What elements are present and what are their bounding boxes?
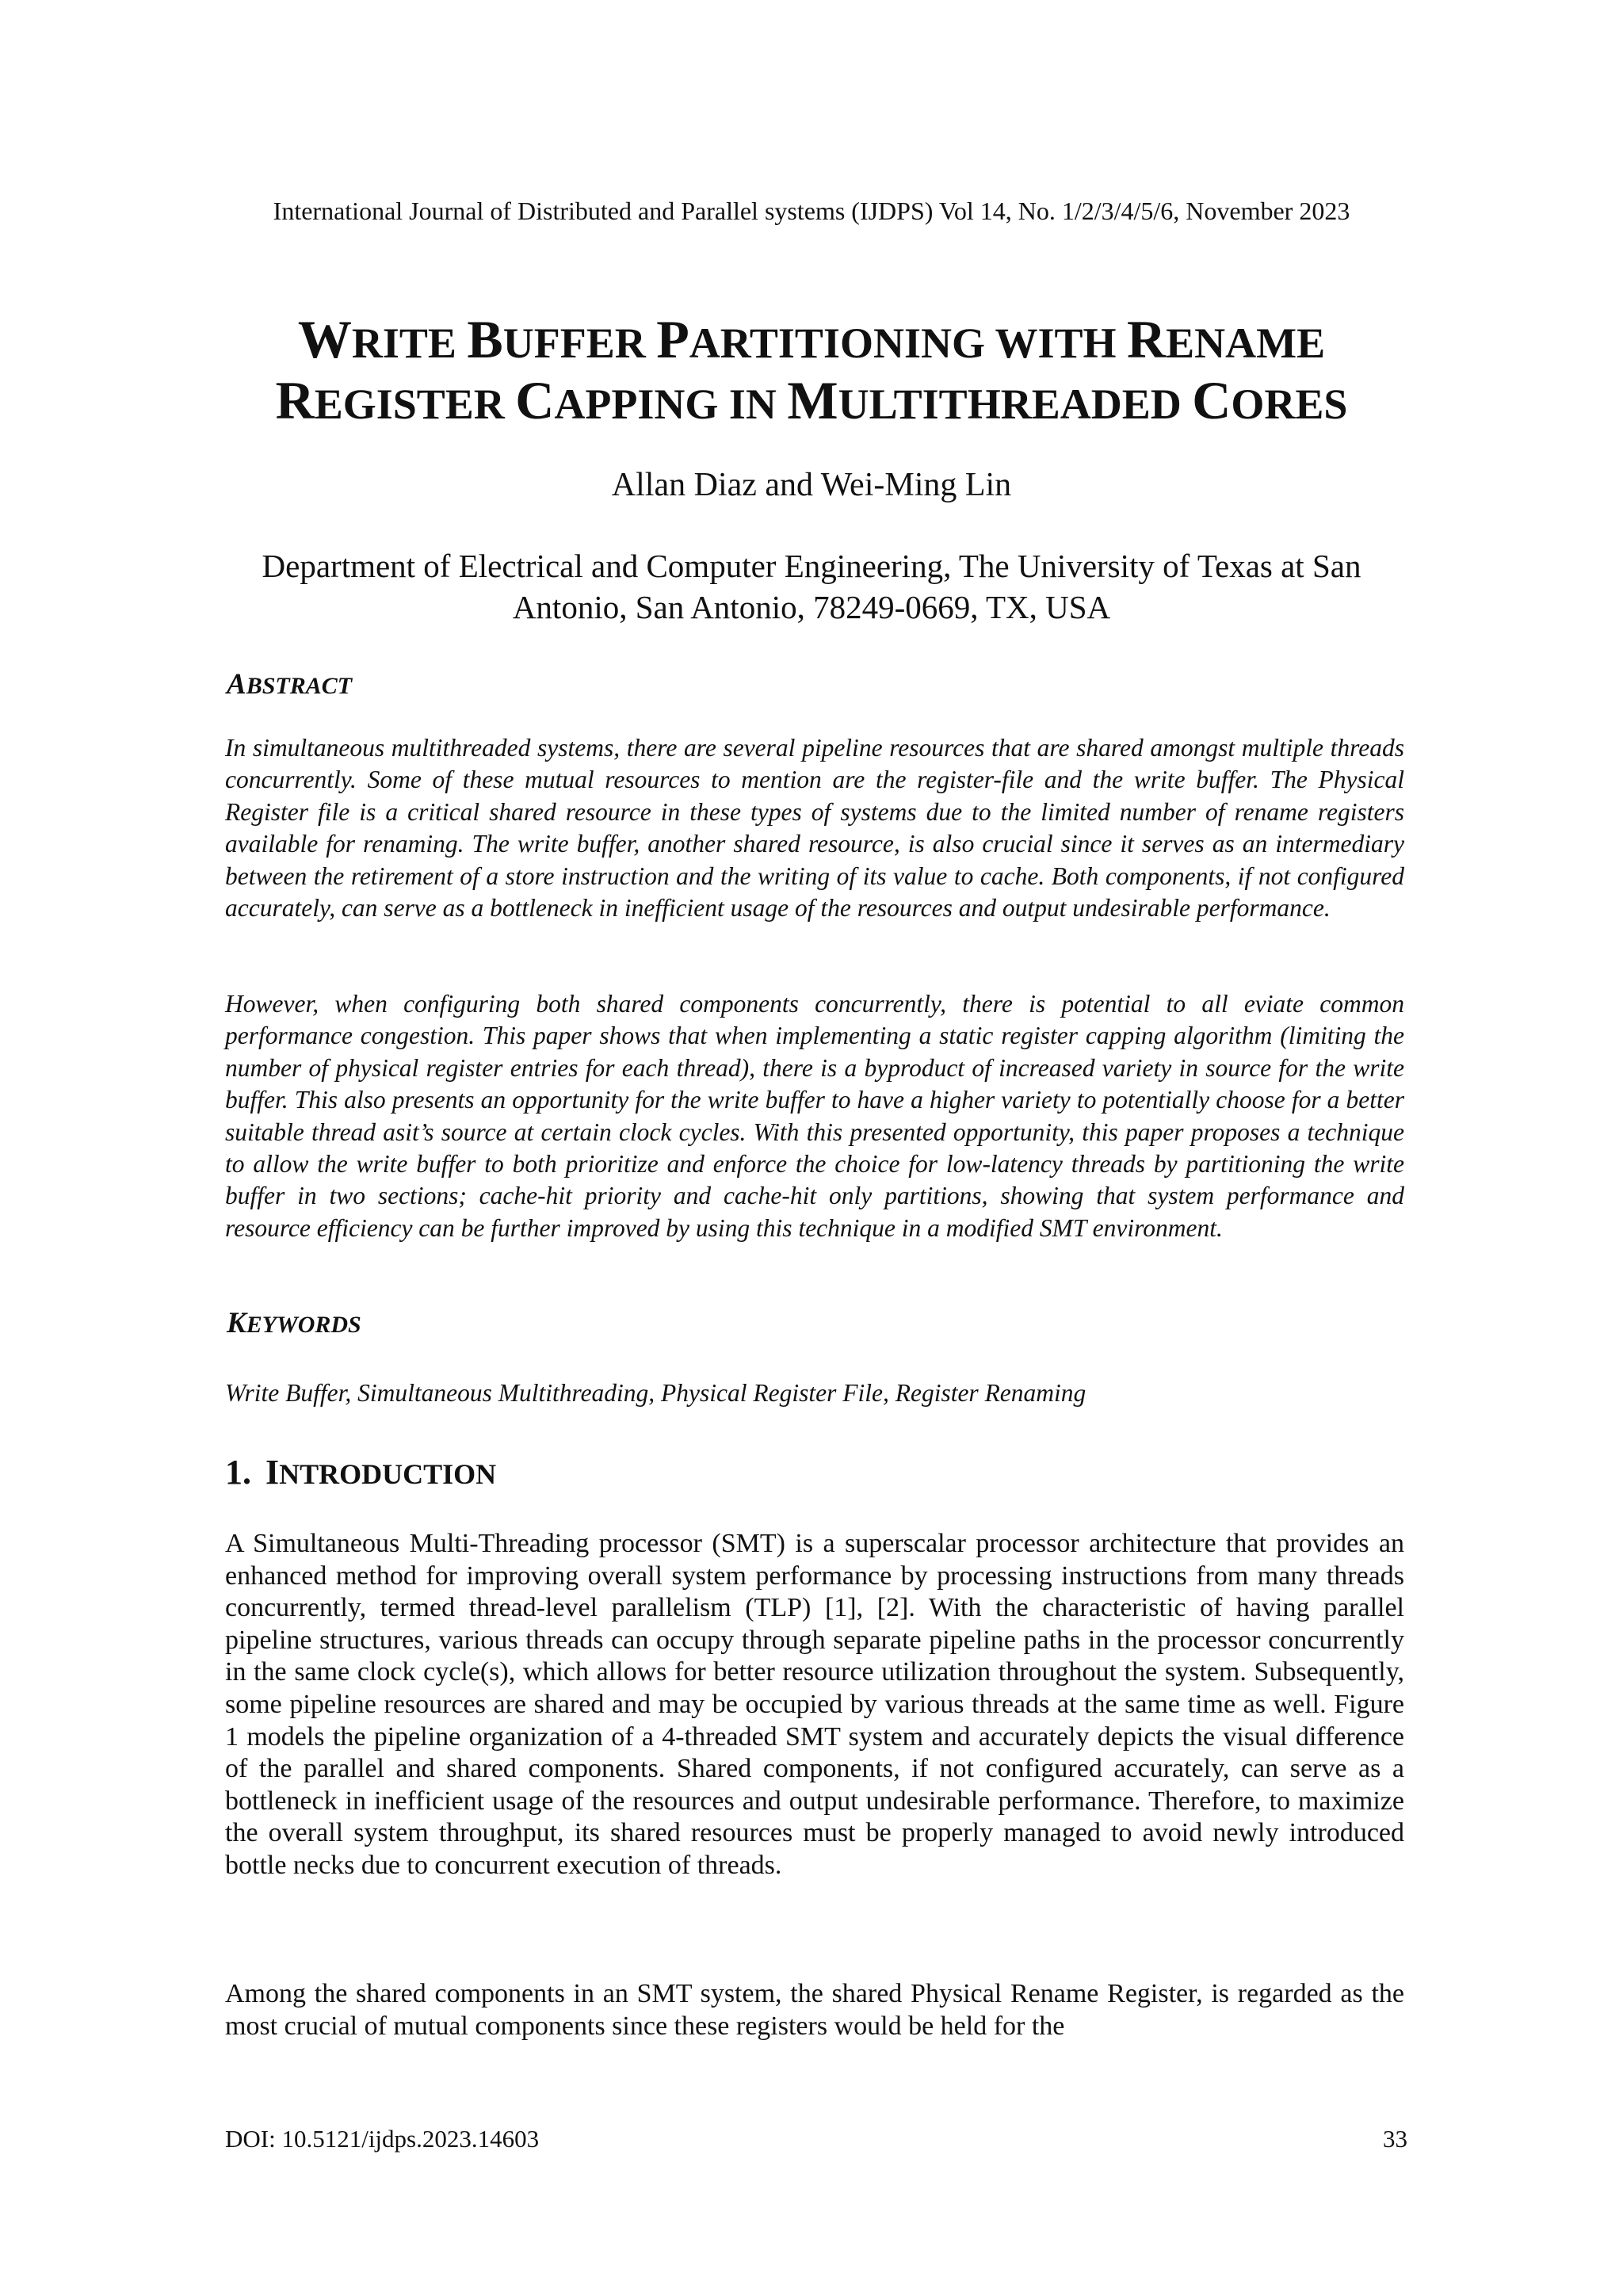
introduction-paragraph-1: A Simultaneous Multi-Threading processor (SMT) is a superscalar processor architecture that provides an enhanced method for improving overall system performance by processing instructions from many threads concurrently, termed thread-level parallelism (TLP) [1], [2]. With the characteristic of having parallel pipeline structures, various threads can occupy through separate pipeline paths in the processor concurrently in the same clock cycle(s), which allows for better resource utilization throughout the system. Subsequently, some pipeline resources are shared and may be occupied by various threads at the same time as well. Figure 1 models the pipeline organization of a 4-threaded SMT system and accurately depicts the visual difference of the parallel and shared components. Shared components, if not configured accurately, can serve as a bottleneck in inefficient usage of the resources and output undesirable performance. Therefore, to maximize the overall system throughput, its shared resources must be properly managed to avoid newly introduced bottle necks due to concurrent execution of threads. xyxy=(225,1529,1404,1880)
title-initial: R xyxy=(1127,309,1167,369)
paper-title xyxy=(79,311,1544,433)
authors: Allan Diaz and Wei-Ming Lin xyxy=(611,467,1012,503)
introduction-paragraph-2: Among the shared components in an SMT system, the shared Physical Rename Register, is regarded as the most crucial of mutual components since these registers would be held for the xyxy=(225,1979,1404,2041)
title-line-2 xyxy=(79,372,1544,433)
affiliation-line-2: Antonio, San Antonio, 78249-0669, TX, USA xyxy=(512,589,1111,625)
title-initial: C xyxy=(515,370,555,430)
section-number: 1. xyxy=(225,1453,251,1492)
abstract-paragraph-1: In simultaneous multithreaded systems, there are several pipeline resources that are shared amongst multiple threads concurrently. Some of these mutual resources to mention are the register-file and the write buffer. The Physical Register file is a critical shared resource in these types of systems due to the limited number of rename registers available for renaming. The write buffer, another shared resource, is also crucial since it serves as an intermediary between the retirement of a store instruction and the writing of its value to cache. Both components, if not configured accurately, can serve as a bottleneck in inefficient usage of the resources and output undesirable performance. xyxy=(225,734,1404,923)
title-rest: ENAME xyxy=(1166,319,1326,367)
title-rest: EGISTER xyxy=(314,380,516,428)
title-initial: W xyxy=(297,309,352,369)
title-initial: P xyxy=(656,309,689,369)
title-initial: M xyxy=(787,370,838,430)
title-line-1 xyxy=(79,311,1544,372)
affiliation-line-1: Department of Electrical and Computer Engineering, The University of Texas at San xyxy=(262,548,1361,584)
doi: DOI: 10.5121/ijdps.2023.14603 xyxy=(225,2125,540,2153)
keywords-heading xyxy=(227,1306,361,1340)
journal-header: International Journal of Distributed and Parallel systems (IJDPS) Vol 14, No. 1/2/3/4/5/6, November 2023 xyxy=(273,197,1350,225)
title-rest: APPING IN xyxy=(554,380,788,428)
title-rest: ULTITHREADED xyxy=(838,380,1193,428)
introduction-heading xyxy=(225,1452,496,1492)
keywords-text: Write Buffer, Simultaneous Multithreading, Physical Register File, Register Renaming xyxy=(225,1379,1086,1407)
page-number: 33 xyxy=(1383,2125,1407,2153)
keywords-heading-initial: K xyxy=(227,1307,246,1339)
keywords-heading-rest: EYWORDS xyxy=(246,1312,361,1338)
abstract-heading xyxy=(227,667,352,701)
introduction-heading-initial: I xyxy=(265,1453,280,1492)
title-rest: RITE xyxy=(351,319,468,367)
affiliation xyxy=(190,545,1433,628)
title-rest: UFFER xyxy=(502,319,657,367)
title-rest: ARTITIONING WITH xyxy=(689,319,1128,367)
title-rest: ORES xyxy=(1231,380,1348,428)
introduction-heading-rest: NTRODUCTION xyxy=(279,1458,497,1490)
abstract-heading-initial: A xyxy=(227,668,246,701)
abstract-heading-rest: BSTRACT xyxy=(246,673,353,699)
title-initial: B xyxy=(467,309,503,369)
title-initial: R xyxy=(275,370,315,430)
title-initial: C xyxy=(1192,370,1232,430)
abstract-paragraph-2: However, when configuring both shared components concurrently, there is potential to all eviate common performance congestion. This paper shows that when implementing a static register capping algorithm (limiting the number of physical register entries for each thread), there is a byproduct of increased variety in source for the write buffer. This also presents an opportunity for the write buffer to have a higher variety to potentially choose for a better suitable thread asit’s source at certain clock cycles. With this presented opportunity, this paper proposes a technique to allow the write buffer to both prioritize and enforce the choice for low-latency threads by partitioning the write buffer in two sections; cache-hit priority and cache-hit only partitions, showing that system performance and resource efficiency can be further improved by using this technique in a modified SMT environment. xyxy=(225,990,1404,1242)
